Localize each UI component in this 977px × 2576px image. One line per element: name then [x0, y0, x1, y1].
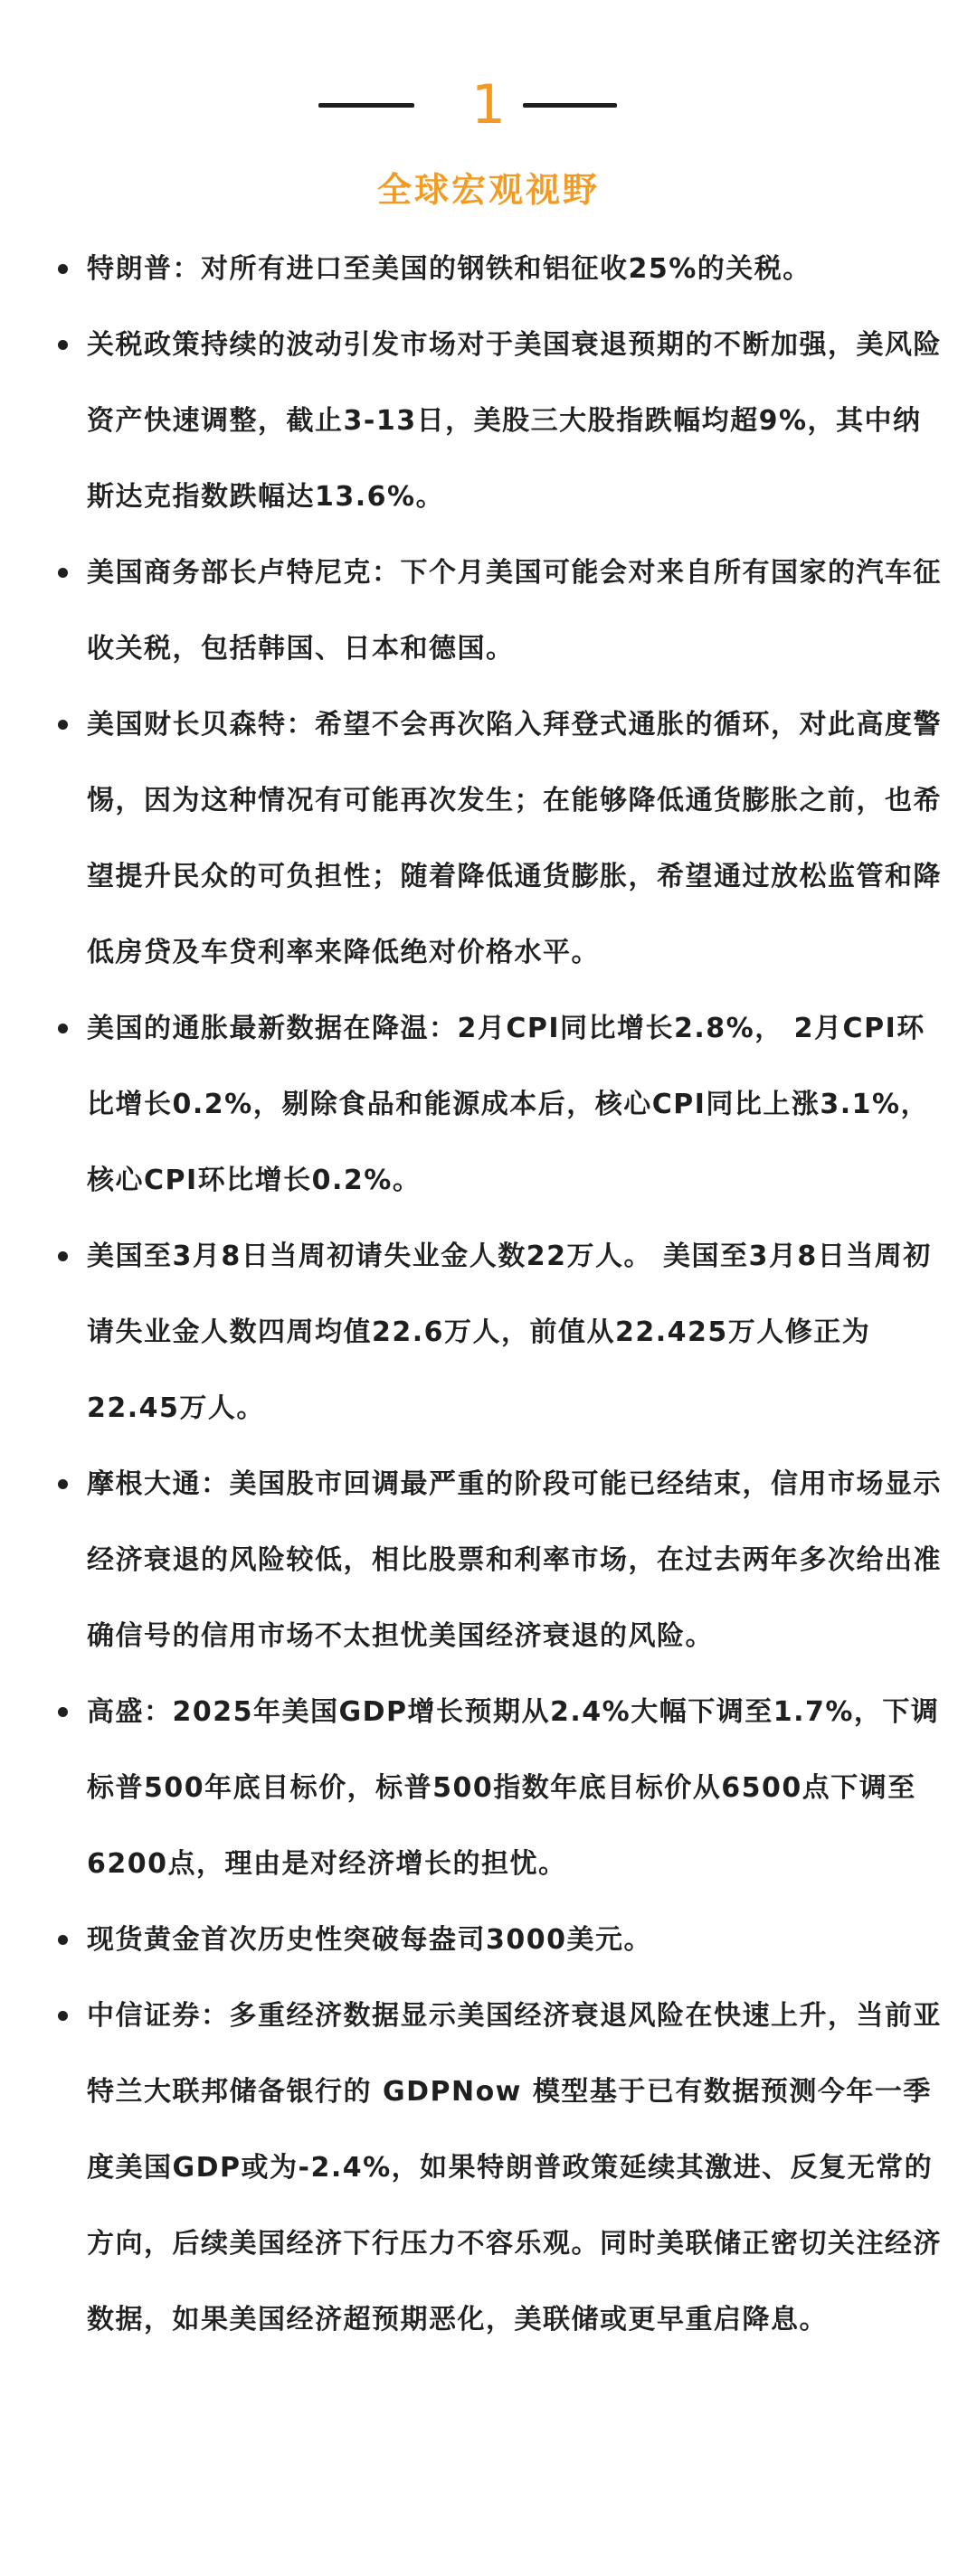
bullet-dot-icon	[58, 568, 68, 578]
section-title: 全球宏观视野	[376, 170, 600, 210]
bullet-text: 美国财长贝森特：希望不会再次陷入拜登式通胀的循环，对此高度警惕，因为这种情况有可能再次发生；在能够降低通货膨胀之前，也希望提升民众的可负担性；随着降低通货膨胀，希望通过放松监管和降低房贷及车贷利率来降低绝对价格水平。	[87, 709, 942, 968]
header-right-rule	[523, 103, 617, 108]
section-header	[0, 69, 977, 141]
bullet-item	[58, 1902, 944, 1978]
bullet-item	[58, 307, 944, 535]
bullet-item	[58, 991, 944, 1219]
bullet-item	[58, 687, 944, 991]
bullet-dot-icon	[58, 340, 68, 350]
bullet-text: 现货黄金首次历史性突破每盎司3000美元。	[87, 1924, 652, 1956]
bullet-dot-icon	[58, 1479, 68, 1489]
bullet-item	[58, 1978, 944, 2358]
bullet-item	[58, 231, 944, 307]
section-number: 1	[470, 73, 507, 137]
bullet-text: 特朗普：对所有进口至美国的钢铁和铝征收25%的关税。	[87, 253, 811, 285]
bullet-dot-icon	[58, 1935, 68, 1945]
bullet-text: 中信证券：多重经济数据显示美国经济衰退风险在快速上升，当前亚特兰大联邦储备银行的 GDPNow 模型基于已有数据预测今年一季度美国GDP或为-2.4%，如果特朗普政策延续其激进、反复无常的方向，后续美国经济下行压力不容乐观。同时美联储正密切关注经济数据，如果美国经济超预期恶化，美联储或更早重启降息。	[87, 2000, 942, 2335]
bullet-item	[58, 1675, 944, 1902]
bullet-dot-icon	[58, 264, 68, 274]
bullet-item	[58, 1447, 944, 1675]
bullet-dot-icon	[58, 720, 68, 730]
bullet-dot-icon	[58, 1251, 68, 1261]
bullet-item	[58, 535, 944, 687]
bullet-item	[58, 1219, 944, 1447]
bullet-dot-icon	[58, 1707, 68, 1717]
bullet-dot-icon	[58, 2011, 68, 2021]
bullet-text: 关税政策持续的波动引发市场对于美国衰退预期的不断加强，美风险资产快速调整，截止3-13日，美股三大股指跌幅均超9%，其中纳斯达克指数跌幅达13.6%。	[87, 329, 942, 513]
bullet-text: 美国的通胀最新数据在降温：2月CPI同比增长2.8%， 2月CPI环比增长0.2%，剔除食品和能源成本后，核心CPI同比上涨3.1%，核心CPI环比增长0.2%。	[87, 1013, 930, 1196]
bullet-dot-icon	[58, 1024, 68, 1033]
bullet-text: 美国至3月8日当周初请失业金人数22万人。 美国至3月8日当周初请失业金人数四周均值22.6万人，前值从22.425万人修正为22.45万人。	[87, 1241, 932, 1424]
news-bullet-list	[58, 231, 944, 2358]
bullet-text: 摩根大通：美国股市回调最严重的阶段可能已经结束，信用市场显示经济衰退的风险较低，相比股票和利率市场，在过去两年多次给出准确信号的信用市场不太担忧美国经济衰退的风险。	[87, 1468, 942, 1652]
bullet-text: 高盛：2025年美国GDP增长预期从2.4%大幅下调至1.7%，下调标普500年底目标价，标普500指数年底目标价从6500点下调至6200点，理由是对经济增长的担忧。	[87, 1696, 940, 1880]
bullet-text: 美国商务部长卢特尼克：下个月美国可能会对来自所有国家的汽车征收关税，包括韩国、日本和德国。	[87, 557, 942, 665]
